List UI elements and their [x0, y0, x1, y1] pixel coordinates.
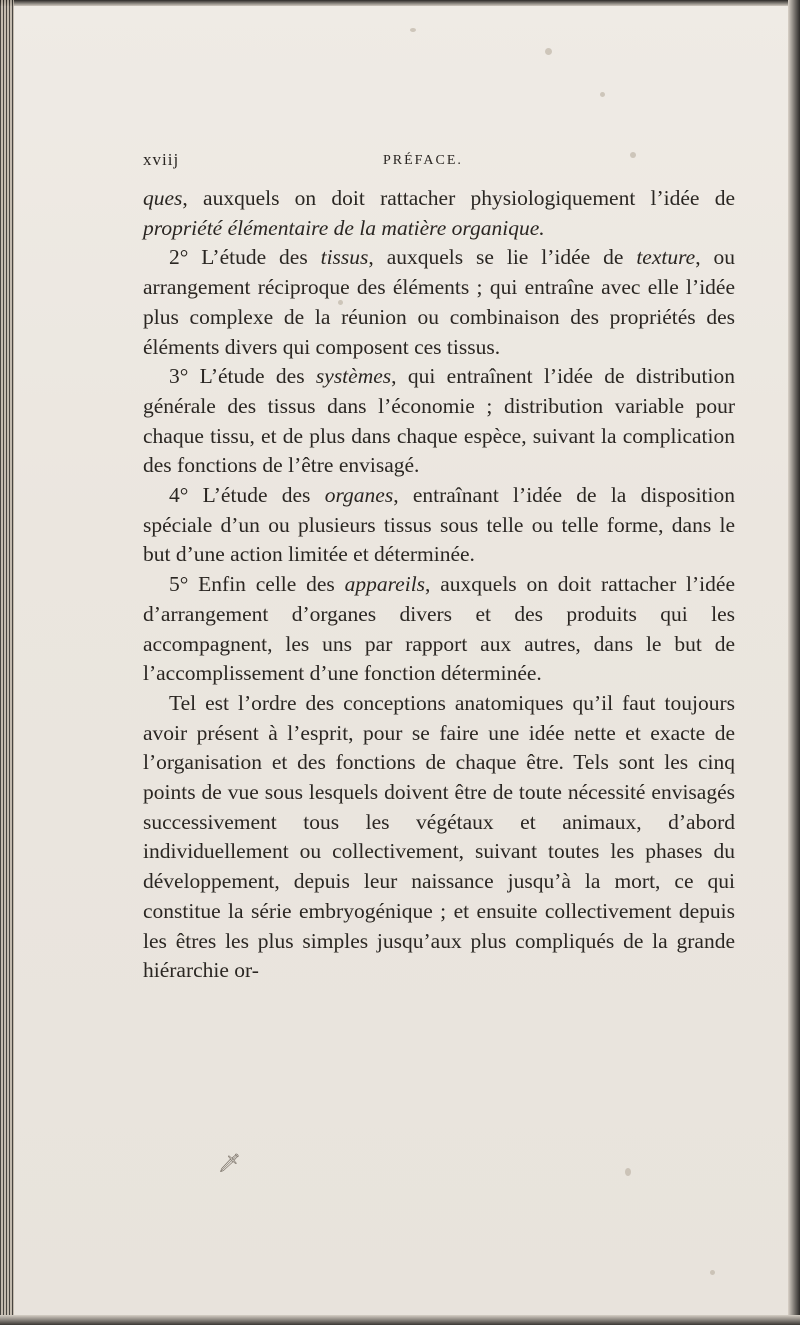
text-run: , ou arrangement réciproque des éléments ; qui entraîne avec elle l’idée plus complexe de la réunion ou combinaison des propriétés des éléments divers qui composent ces tissus.	[143, 245, 736, 359]
ink-speck	[710, 1270, 715, 1275]
footer-ornament-icon: 🗡	[218, 1153, 241, 1173]
paragraph-organes	[143, 481, 735, 570]
paragraph-continuation	[143, 184, 735, 243]
italic-term: texture	[636, 245, 696, 270]
text-run: , auxquels se lie l’idée de	[368, 245, 637, 270]
text-run: , auxquels on doit rattacher l’idée d’arrangement d’organes divers et des produits qui les accompagnent, les uns par rapport aux autres, dans le but de l’accomplissement d’une fonction déterminée.	[143, 572, 735, 686]
page-bottom-edge	[0, 1315, 800, 1325]
italic-term: tissus	[320, 245, 369, 270]
ink-speck	[410, 28, 416, 32]
ink-speck	[545, 48, 552, 55]
italic-term: ques	[143, 186, 183, 210]
italic-term: propriété élémentaire de la matière organique.	[143, 215, 545, 240]
page-folio: xviij	[143, 150, 180, 169]
page-edge-right	[788, 0, 800, 1325]
text-run: 3° L’étude des	[169, 364, 316, 389]
ink-speck	[600, 92, 605, 97]
paragraph-systemes	[143, 362, 735, 481]
text-run: 5° Enfin celle des	[169, 572, 345, 597]
italic-term: organes	[324, 483, 394, 508]
paragraph-conclusion	[143, 689, 735, 986]
italic-term: systèmes	[315, 364, 392, 389]
paragraph-appareils	[143, 570, 735, 689]
running-title: PRÉFACE.	[383, 153, 463, 168]
italic-term: appareils	[344, 572, 426, 597]
text-run: , auxquels on doit rattacher physiologiquement l’idée de	[182, 186, 735, 210]
page-top-edge	[0, 0, 800, 6]
running-head	[143, 150, 733, 174]
ink-speck	[625, 1168, 631, 1176]
body-text	[143, 184, 735, 986]
binding-edge-left	[0, 0, 14, 1325]
text-run: , qui entraînent l’idée de distribution générale des tissus dans l’économie ; distribution variable pour chaque tissu, et de plus dans chaque espèce, suivant la complication des fonctions de l’être envisagé.	[143, 364, 736, 478]
text-run: 2° L’étude des	[169, 245, 321, 270]
paragraph-tissus	[143, 243, 735, 362]
text-run: , entraînant l’idée de la disposition spéciale d’un ou plusieurs tissus sous telle ou telle forme, dans le but d’une action limitée et déterminée.	[143, 483, 735, 567]
text-run: Tel est l’ordre des conceptions anatomiques qu’il faut toujours avoir présent à l’esprit, pour se faire une idée nette et exacte de l’organisation et des fonctions de chaque être. Tels sont les cinq points de vue sous lesquels doivent être de toute nécessité envisagés successivement tous les végétaux et animaux, d’abord individuellement ou collectivement, suivant toutes les phases du développement, depuis leur naissance jusqu’à la mort, ce qui constitue la série embryogénique ; et ensuite collectivement depuis les êtres les plus simples jusqu’aux plus compliqués de la grande hiérarchie or-	[143, 690, 735, 983]
text-run: 4° L’étude des	[169, 483, 325, 508]
